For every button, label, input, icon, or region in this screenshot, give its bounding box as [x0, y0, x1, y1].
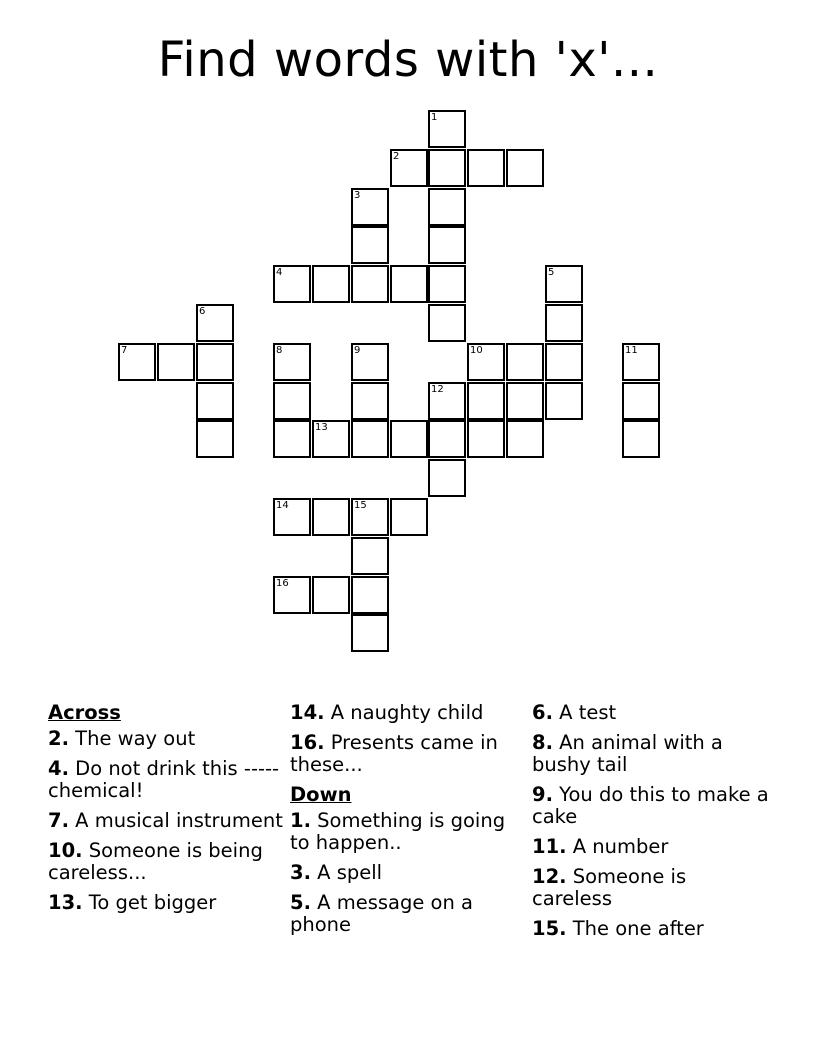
- cell-number: 14: [276, 500, 289, 511]
- crossword-cell[interactable]: [467, 343, 505, 381]
- clue-text: The way out: [68, 727, 196, 750]
- clue-text: A test: [552, 701, 617, 724]
- clue-number: 6.: [532, 701, 553, 724]
- clue-text: A musical instrument: [68, 809, 283, 832]
- cell-number: 13: [315, 422, 328, 433]
- cell-number: 6: [199, 306, 206, 317]
- clue-item: [290, 892, 530, 936]
- cell-number: 9: [354, 345, 361, 356]
- crossword-cell[interactable]: [196, 304, 234, 342]
- cell-number: 8: [276, 345, 283, 356]
- cell-number: 15: [354, 500, 367, 511]
- cell-number: 4: [276, 267, 283, 278]
- crossword-cell[interactable]: [467, 149, 505, 187]
- clue-number: 1.: [290, 809, 311, 832]
- crossword-cell[interactable]: [196, 343, 234, 381]
- clue-number: 8.: [532, 731, 553, 754]
- cell-number: 12: [431, 384, 444, 395]
- crossword-cell[interactable]: [390, 420, 428, 458]
- clue-number: 10.: [48, 839, 83, 862]
- clue-column-2: [290, 702, 530, 944]
- clue-number: 13.: [48, 891, 83, 914]
- clue-item: [48, 892, 288, 914]
- crossword-cell[interactable]: [545, 343, 583, 381]
- across-clue-list: [48, 728, 288, 914]
- crossword-cell[interactable]: [506, 343, 544, 381]
- clue-text: Something is going to happen..: [290, 809, 506, 854]
- crossword-cell[interactable]: [545, 265, 583, 303]
- crossword-cell[interactable]: [467, 382, 505, 420]
- crossword-cell[interactable]: [467, 420, 505, 458]
- crossword-cell[interactable]: [351, 188, 389, 226]
- clue-text: Do not drink this -----chemical!: [48, 757, 280, 802]
- cell-number: 11: [625, 345, 638, 356]
- clue-text: You do this to make a cake: [532, 783, 769, 828]
- clue-item: [532, 702, 772, 724]
- clue-item: [532, 732, 772, 776]
- crossword-cell[interactable]: [118, 343, 156, 381]
- across-header: Across: [48, 701, 121, 724]
- clue-text: A number: [566, 835, 669, 858]
- crossword-cell[interactable]: [273, 420, 311, 458]
- crossword-cell[interactable]: [157, 343, 195, 381]
- cell-number: 10: [470, 345, 483, 356]
- crossword-cell[interactable]: [351, 382, 389, 420]
- clue-item: [532, 784, 772, 828]
- clue-text: Someone is being careless...: [48, 839, 263, 884]
- crossword-cell[interactable]: [428, 149, 466, 187]
- crossword-cell[interactable]: [622, 420, 660, 458]
- crossword-cell[interactable]: [196, 382, 234, 420]
- clue-number: 15.: [532, 917, 567, 940]
- cell-number: 16: [276, 578, 289, 589]
- crossword-cell[interactable]: [312, 265, 350, 303]
- crossword-cell[interactable]: [428, 420, 466, 458]
- crossword-cell[interactable]: [351, 498, 389, 536]
- clue-number: 3.: [290, 861, 311, 884]
- crossword-cell[interactable]: [506, 382, 544, 420]
- crossword-cell[interactable]: [273, 382, 311, 420]
- crossword-cell[interactable]: [312, 576, 350, 614]
- clue-text: The one after: [566, 917, 704, 940]
- clue-number: 9.: [532, 783, 553, 806]
- crossword-cell[interactable]: [351, 420, 389, 458]
- crossword-cell[interactable]: [390, 149, 428, 187]
- clue-number: 11.: [532, 835, 567, 858]
- crossword-cell[interactable]: [428, 382, 466, 420]
- down-clue-list-continued: [532, 702, 772, 940]
- crossword-cell[interactable]: [351, 537, 389, 575]
- crossword-cell[interactable]: [506, 420, 544, 458]
- crossword-cell[interactable]: [351, 614, 389, 652]
- crossword-cell[interactable]: [622, 343, 660, 381]
- clue-item: [532, 918, 772, 940]
- cell-number: 3: [354, 190, 361, 201]
- crossword-cell[interactable]: [351, 226, 389, 264]
- crossword-cell[interactable]: [428, 265, 466, 303]
- clue-number: 4.: [48, 757, 69, 780]
- clue-text: Presents came in these...: [290, 731, 498, 776]
- crossword-cell[interactable]: [312, 498, 350, 536]
- crossword-cell[interactable]: [428, 110, 466, 148]
- crossword-cell[interactable]: [273, 498, 311, 536]
- clue-item: [290, 862, 530, 884]
- cell-number: 2: [393, 151, 400, 162]
- page-title: Find words with 'x'...: [157, 32, 659, 88]
- crossword-cell[interactable]: [506, 149, 544, 187]
- crossword-cell[interactable]: [545, 304, 583, 342]
- crossword-cell[interactable]: [428, 226, 466, 264]
- crossword-cell[interactable]: [428, 188, 466, 226]
- cell-number: 7: [121, 345, 128, 356]
- crossword-cell[interactable]: [351, 576, 389, 614]
- clue-item: [48, 728, 288, 750]
- crossword-cell[interactable]: [273, 576, 311, 614]
- clue-item: [532, 866, 772, 910]
- crossword-cell[interactable]: [428, 459, 466, 497]
- clue-number: 14.: [290, 701, 325, 724]
- crossword-cell[interactable]: [312, 420, 350, 458]
- crossword-cell[interactable]: [196, 420, 234, 458]
- crossword-cell[interactable]: [273, 343, 311, 381]
- crossword-cell[interactable]: [273, 265, 311, 303]
- clue-number: 2.: [48, 727, 69, 750]
- crossword-cell[interactable]: [390, 498, 428, 536]
- down-clue-list: [290, 810, 530, 936]
- clue-text: A message on a phone: [290, 891, 473, 936]
- clue-text: A naughty child: [324, 701, 484, 724]
- clue-text: To get bigger: [82, 891, 217, 914]
- crossword-cell[interactable]: [390, 265, 428, 303]
- across-clue-list-continued: [290, 702, 530, 776]
- crossword-cell[interactable]: [351, 265, 389, 303]
- clue-number: 16.: [290, 731, 325, 754]
- clue-number: 12.: [532, 865, 567, 888]
- clue-column-3: [532, 702, 772, 948]
- crossword-cell[interactable]: [428, 304, 466, 342]
- clue-item: [48, 810, 288, 832]
- crossword-cell[interactable]: [545, 382, 583, 420]
- crossword-cell[interactable]: [351, 343, 389, 381]
- clue-item: [48, 840, 288, 884]
- clue-text: An animal with a bushy tail: [532, 731, 723, 776]
- crossword-cell[interactable]: [622, 382, 660, 420]
- clue-number: 5.: [290, 891, 311, 914]
- clue-item: [290, 810, 530, 854]
- clue-item: [532, 836, 772, 858]
- down-header: Down: [290, 783, 352, 806]
- cell-number: 1: [431, 112, 438, 123]
- clue-number: 7.: [48, 809, 69, 832]
- clue-text: A spell: [310, 861, 383, 884]
- clue-item: [48, 758, 288, 802]
- cell-number: 5: [548, 267, 555, 278]
- clue-column-1: [48, 702, 288, 922]
- clue-item: [290, 702, 530, 724]
- clue-text: Someone is careless: [532, 865, 687, 910]
- clue-item: [290, 732, 530, 776]
